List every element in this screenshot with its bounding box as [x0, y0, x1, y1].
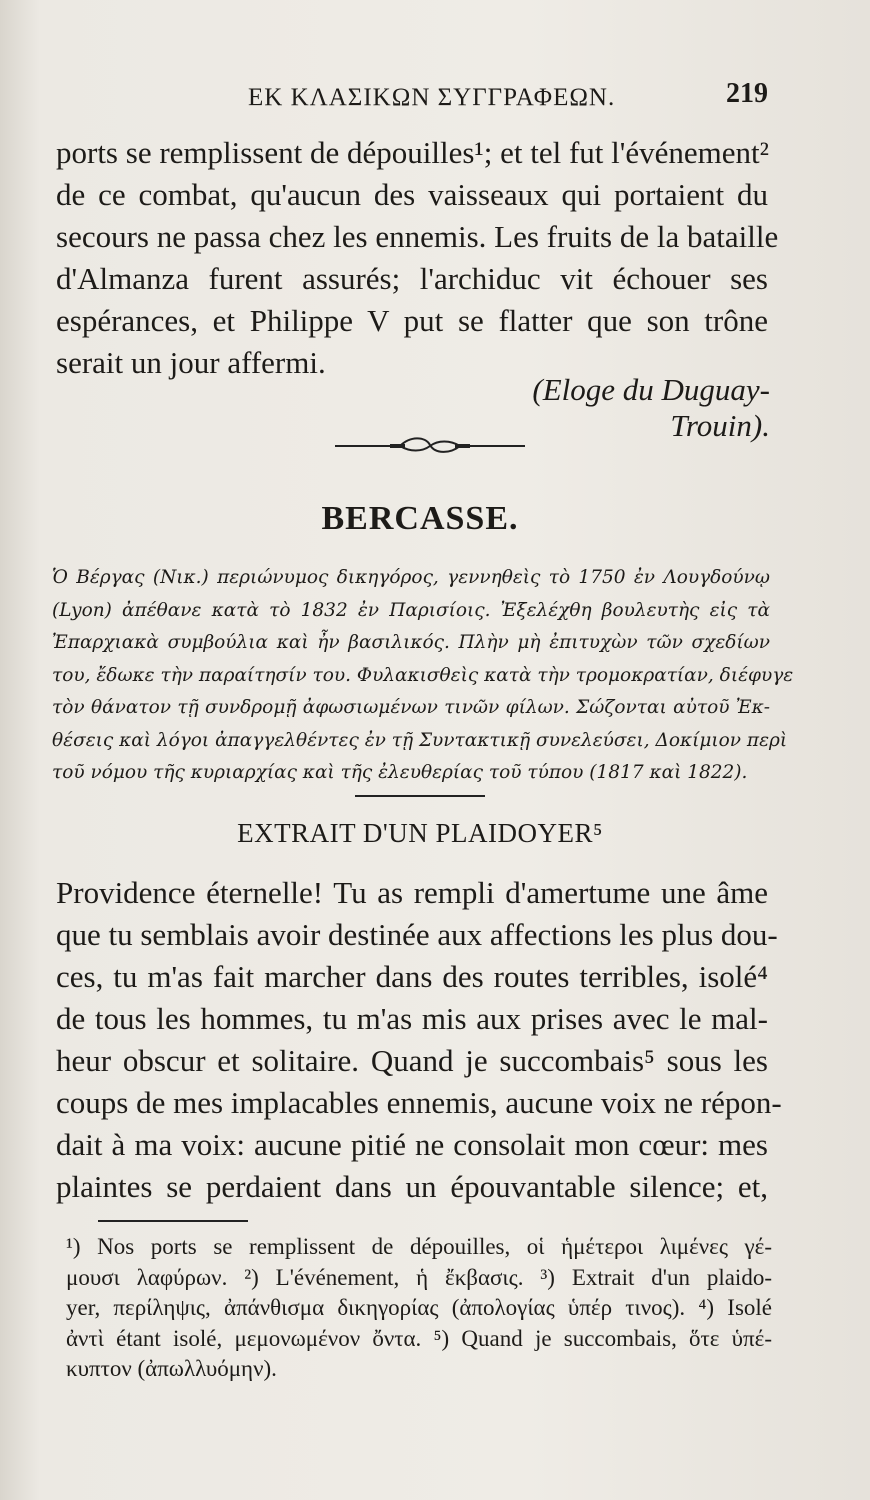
text-line: heur obscur et solitaire. Quand je succombais⁵ sous les [56, 1043, 768, 1078]
greek-line: του, ἔδωκε τὴν παραίτησίν του. Φυλακισθεὶς κατὰ τὴν τρομοκρατίαν, διέφυγε [52, 664, 794, 686]
running-title: ΕΚ ΚΛΑΣΙΚΩΝ ΣΥΓΓΡΑΦΕΩΝ. [248, 84, 616, 111]
section-heading-extrait: EXTRAIT D'UN PLAIDOYER⁵ [237, 818, 603, 848]
footnote-line: ἀντὶ étant isolé, μεμονωμένον ὄντα. ⁵) Quand je succombais, ὅτε ὑπέ- [66, 1325, 772, 1351]
greek-line: Ὁ Βέργας (Νικ.) περιώνυμος δικηγόρος, γεννηθεὶς τὸ 1750 ἐν Λουγδούνῳ [52, 567, 770, 588]
footnotes [66, 1232, 772, 1385]
greek-line: (Lyon) ἀπέθανε κατὰ τὸ 1832 ἐν Παρισίοις. Ἐξελέχθη βουλευτὴς εἰς τὰ [52, 599, 770, 621]
text-line: serait un jour affermi. [56, 345, 326, 380]
greek-line: τοῦ νόμου τῆς κυριαρχίας καὶ τῆς ἐλευθερίας τοῦ τύπου (1817 καὶ 1822). [52, 762, 748, 783]
source-citation: (Eloge du Duguay-Trouin). [532, 372, 770, 443]
paragraph-plaidoyer [56, 872, 782, 1208]
text-line: espérances, et Philippe V put se flatter que son trône [56, 303, 768, 338]
ornament-divider [330, 430, 530, 460]
section-divider [355, 795, 485, 797]
section-heading-bercasse: BERCASSE. [321, 500, 519, 537]
greek-biography [52, 562, 794, 790]
text-line: de tous les hommes, tu m'as mis aux prises avec le mal- [56, 1001, 768, 1036]
text-line: ports se remplissent de dépouilles¹; et tel fut l'événement² [56, 135, 769, 170]
footnote-line: yer, περίληψις, ἀπάνθισμα δικηγορίας (ἀπολογίας ὑπέρ τινος). ⁴) Isolé [66, 1295, 772, 1320]
text-line: secours ne passa chez les ennemis. Les fruits de la bataille [56, 219, 779, 254]
greek-line: θέσεις καὶ λόγοι ἀπαγγελθέντες ἐν τῇ Συντακτικῇ συνελεύσει, Δοκίμιον περὶ [52, 729, 788, 751]
footnote-line: κυπτον (ἀπωλλυόμην). [66, 1356, 277, 1381]
text-line: coups de mes implacables ennemis, aucune voix ne répon- [56, 1085, 782, 1120]
greek-line: Ἐπαρχιακὰ συμβούλια καὶ ἦν βασιλικός. Πλὴν μὴ ἐπιτυχὼν τῶν σχεδίων [52, 632, 770, 653]
text-line: plaintes se perdaient dans un épouvantable silence; et, [56, 1169, 768, 1204]
text-line: dait à ma voix: aucune pitié ne consolait mon cœur: mes [56, 1127, 768, 1162]
page-number: 219 [726, 78, 768, 109]
footnote-rule [98, 1220, 248, 1222]
paragraph-almanza [56, 132, 779, 384]
running-header [248, 78, 768, 118]
text-line: ces, tu m'as fait marcher dans des routes terribles, isolé⁴ [56, 959, 768, 994]
text-line: Providence éternelle! Tu as rempli d'amertume une âme [56, 875, 768, 910]
greek-line: τὸν θάνατον τῇ συνδρομῇ ἀφωσιωμένων τινῶν φίλων. Σώζονται αὐτοῦ Ἐκ- [52, 697, 770, 718]
footnote-line: μουσι λαφύρων. ²) L'événement, ἡ ἔκβασις. ³) Extrait d'un plaido- [66, 1264, 772, 1290]
text-line: d'Almanza furent assurés; l'archiduc vit échouer ses [56, 261, 768, 296]
text-line: que tu semblais avoir destinée aux affections les plus dou- [56, 917, 778, 952]
text-line: de ce combat, qu'aucun des vaisseaux qui portaient du [56, 177, 768, 212]
footnote-line: ¹) Nos ports se remplissent de dépouilles, οἱ ἡμέτεροι λιμένες γέ- [66, 1234, 772, 1259]
